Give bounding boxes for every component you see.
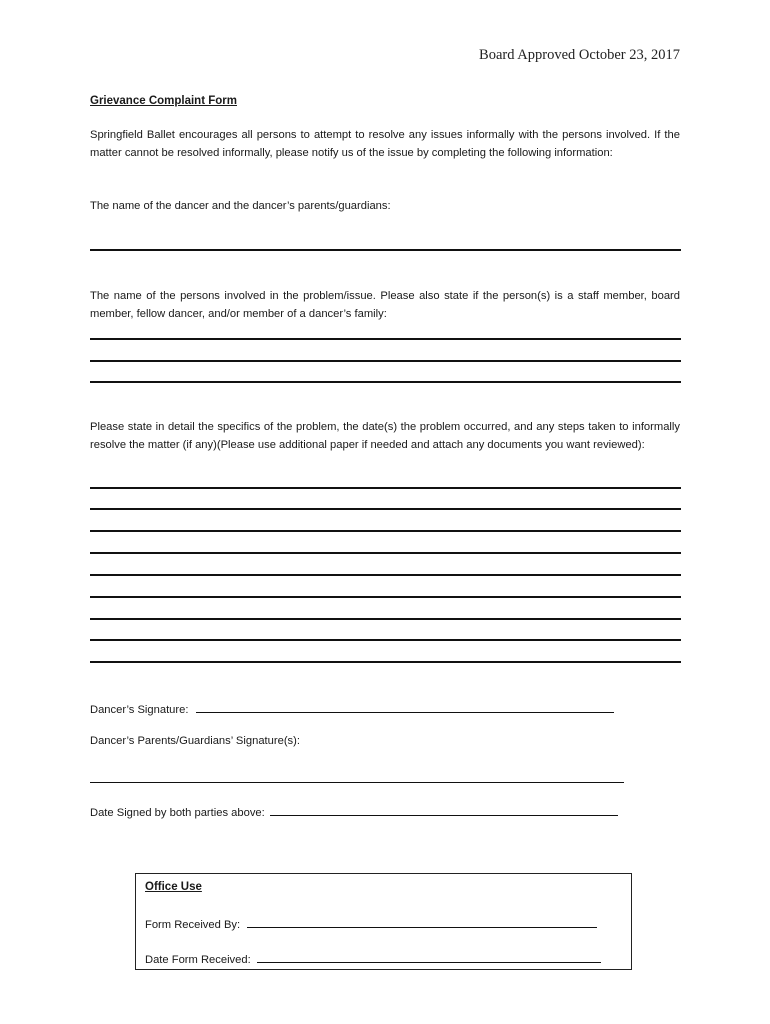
answer-line[interactable]: [90, 508, 681, 510]
dancer-signature-row: [90, 700, 614, 716]
date-form-received-label: Date Form Received:: [145, 954, 251, 966]
question-dancer-names: The name of the dancer and the dancer’s parents/guardians:: [90, 200, 391, 212]
date-signed-label: Date Signed by both parties above:: [90, 807, 265, 819]
answer-line[interactable]: [90, 360, 681, 362]
answer-line[interactable]: [90, 574, 681, 576]
office-use-box: [135, 873, 632, 970]
date-form-received-field[interactable]: [257, 950, 601, 963]
form-received-by-label: Form Received By:: [145, 919, 241, 931]
answer-line[interactable]: [90, 661, 681, 663]
dancer-signature-field[interactable]: [196, 700, 614, 713]
answer-line[interactable]: [90, 552, 681, 554]
date-form-received-row: [145, 950, 601, 966]
board-approved-date: Board Approved October 23, 2017: [479, 47, 680, 63]
answer-line[interactable]: [90, 639, 681, 641]
parents-signature-field[interactable]: [90, 770, 624, 783]
date-signed-field[interactable]: [270, 803, 618, 816]
date-signed-row: [90, 803, 618, 819]
parents-signature-row: [90, 770, 624, 786]
form-received-by-field[interactable]: [247, 915, 597, 928]
answer-line[interactable]: [90, 530, 681, 532]
answer-line[interactable]: [90, 618, 681, 620]
question-problem-details: Please state in detail the specifics of the problem, the date(s) the problem occurred, and any steps taken to informally resolve the matter (if any)(Please use additional paper if needed and attach any documents you want reviewed):: [90, 421, 680, 451]
intro-paragraph: Springfield Ballet encourages all persons to attempt to resolve any issues informally with the persons involved. If the matter cannot be resolved informally, please notify us of the issue by completing the following information:: [90, 129, 680, 159]
answer-line[interactable]: [90, 249, 681, 251]
office-use-title: Office Use: [145, 881, 202, 893]
answer-line[interactable]: [90, 381, 681, 383]
dancer-signature-label: Dancer’s Signature:: [90, 704, 189, 716]
answer-line[interactable]: [90, 487, 681, 489]
answer-line[interactable]: [90, 338, 681, 340]
form-received-by-row: [145, 915, 597, 931]
parents-signature-label: Dancer’s Parents/Guardians’ Signature(s):: [90, 735, 300, 747]
form-title: Grievance Complaint Form: [90, 95, 237, 107]
question-persons-involved: The name of the persons involved in the problem/issue. Please also state if the person(s) is a staff member, board member, fellow dancer, and/or member of a dancer’s family:: [90, 290, 680, 320]
answer-line[interactable]: [90, 596, 681, 598]
